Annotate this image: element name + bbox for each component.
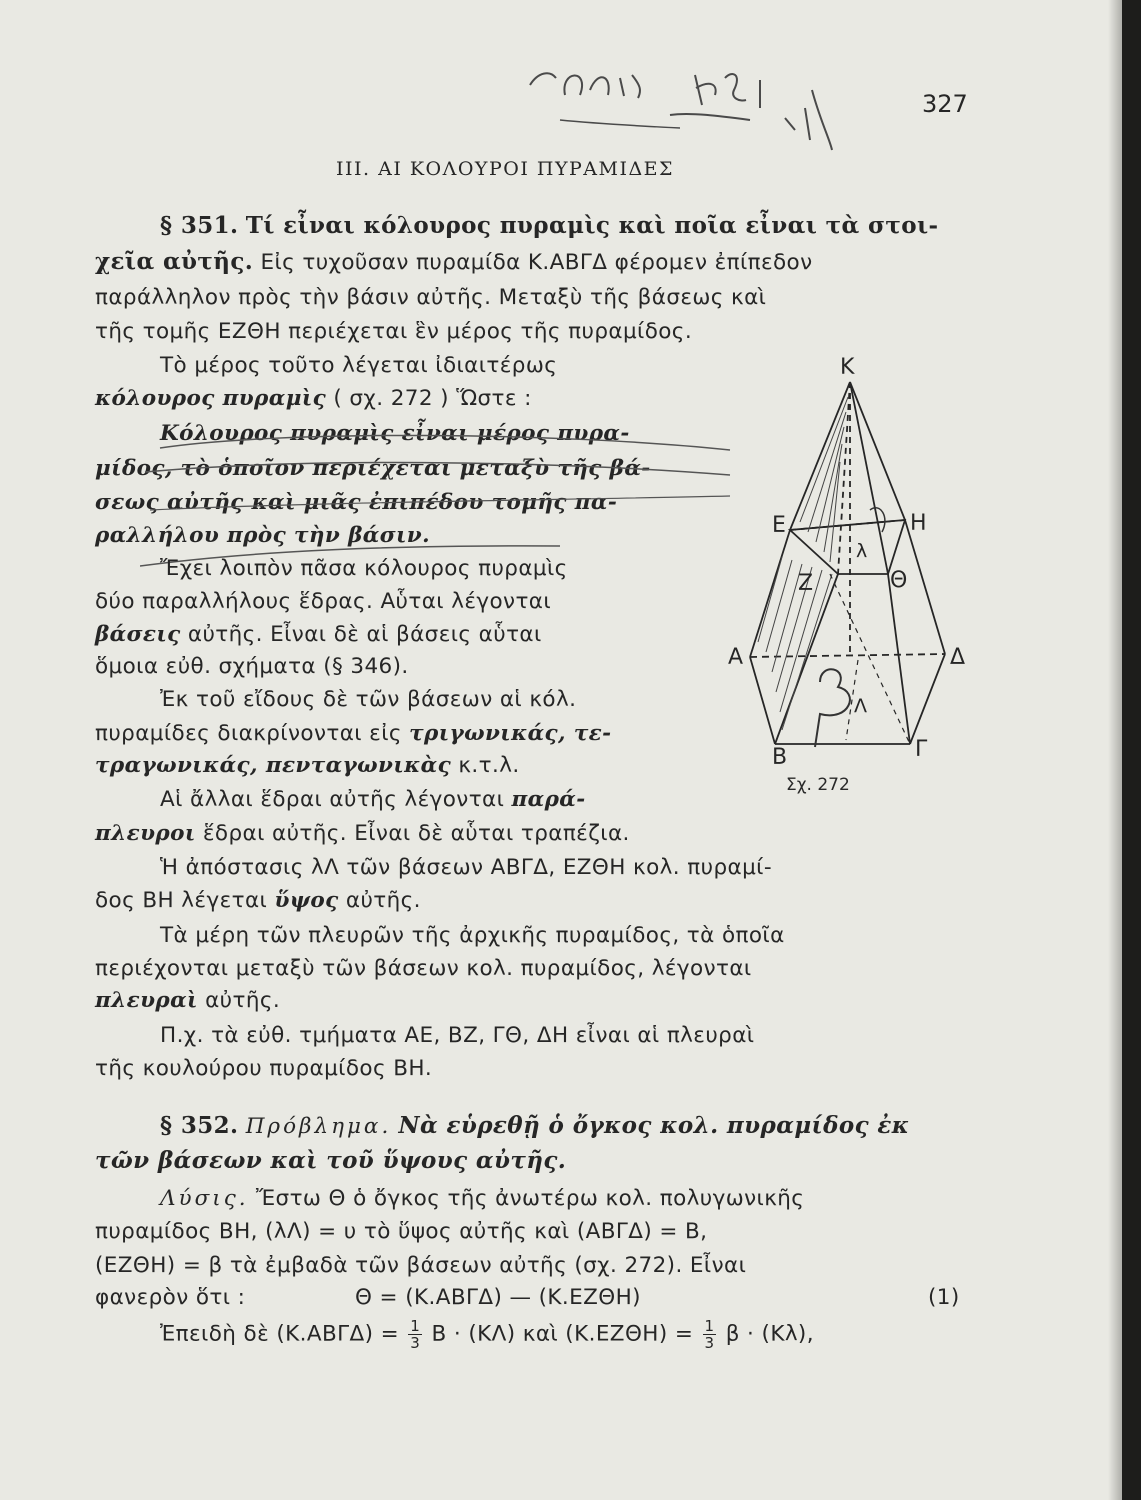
s352-solution-5 [160, 1318, 814, 1351]
s352-sol1-rest: Ἔστω Θ ὁ ὄγκος τῆς ἀνωτέρω κολ. πολυγωνικῆς [255, 1186, 805, 1211]
s351-title-b: χεῖα αὐτῆς. [95, 248, 254, 275]
s352-solution-3: (ΕΖΘΗ) = β τὰ ἐμβαδὰ τῶν βάσεων αὐτῆς (σχ. 272). Εἶναι [95, 1253, 747, 1278]
s351-line-22: περιέχονται μεταξὺ τῶν βάσεων κολ. πυραμίδος, λέγονται [95, 956, 752, 981]
s351-line1-rest: Εἰς τυχοῦσαν πυραμίδα Κ.ΑΒΓΔ φέρομεν ἐπίπεδον [260, 250, 813, 275]
s351-line-16 [95, 750, 520, 782]
page-number: 327 [922, 90, 968, 118]
s351-line-3: τῆς τομῆς ΕΖΘΗ περιέχεται ἓν μέρος τῆς πυραμίδος. [95, 319, 693, 344]
s351-line-17 [160, 784, 586, 816]
s352-sol5-c: β · (Κλ), [725, 1321, 814, 1347]
s351-line-10: Ἔχει λοιπὸν πᾶσα κόλουρος πυραμὶς [160, 556, 568, 581]
label-H: Η [910, 511, 927, 536]
definition-line-2: μίδος, τὸ ὁποῖον περιέχεται μεταξὺ τῆς βά- [95, 456, 651, 481]
term-height: ὕψος [274, 888, 339, 913]
s351-l17-rest: Αἱ ἄλλαι ἕδραι αὐτῆς λέγονται [160, 787, 505, 812]
s351-l20-b: αὐτῆς. [345, 888, 421, 913]
label-Z: Ζ [798, 571, 814, 596]
s351-l23-rest: αὐτῆς. [205, 988, 281, 1013]
s351-line-13: ὅμοια εὐθ. σχήματα (§ 346). [95, 654, 409, 679]
definition-line-3: σεως αὐτῆς καὶ μιᾶς ἐπιπέδου τομῆς πα- [95, 490, 618, 515]
s351-title-a: Τί εἶναι κόλουρος πυραμὶς καὶ ποῖα εἶναι τὰ στοι- [245, 212, 939, 239]
s351-line-19: Ἡ ἀπόστασις λΛ τῶν βάσεων ΑΒΓΔ, ΕΖΘΗ κολ. πυραμί- [160, 855, 772, 880]
s351-l12-rest: αὐτῆς. Εἶναι δὲ αἱ βάσεις αὗται [187, 622, 542, 647]
s351-l16-rest: κ.τ.λ. [458, 753, 520, 778]
s352-solution-4a: φανερὸν ὅτι : [95, 1285, 246, 1310]
s351-line-1 [95, 246, 813, 279]
s352-title-b: τῶν βάσεων καὶ τοῦ ὕψους αὐτῆς. [95, 1147, 567, 1174]
term-bases: βάσεις [95, 622, 181, 647]
truncated-pyramid-figure [720, 352, 1000, 807]
label-lambda: λ [856, 540, 868, 562]
label-D: Δ [950, 645, 966, 670]
term-truncated-pyramid: κόλουρος πυραμὶς [95, 386, 327, 411]
s351-line-14: Ἐκ τοῦ εἴδους δὲ τῶν βάσεων αἱ κόλ. [160, 687, 577, 712]
s352-solution-2: πυραμίδος ΒΗ, (λΛ) = υ τὸ ὕψος αὐτῆς καὶ (ΑΒΓΔ) = Β, [95, 1219, 708, 1244]
s351-line-24: Π.χ. τὰ εὐθ. τμήματα ΑΕ, ΒΖ, ΓΘ, ΔΗ εἶναι αἱ πλευραὶ [160, 1023, 755, 1048]
s351-l15-rest: πυραμίδες διακρίνονται εἰς [95, 721, 402, 746]
definition-line-1: Κόλουρος πυραμὶς εἶναι μέρος πυρα- [160, 421, 630, 446]
s351-line-2: παράλληλον πρὸς τὴν βάσιν αὐτῆς. Μεταξὺ τῆς βάσεως καὶ [95, 285, 767, 310]
s351-line-18 [95, 818, 630, 850]
fraction-one-third-b: $\frac{1}{3}$ [704, 1317, 715, 1352]
equation-number-1: (1) [928, 1285, 960, 1310]
term-triangular: τριγωνικάς, τε- [409, 721, 612, 746]
s351-line-11: δύο παραλλήλους ἕδρας. Αὗται λέγονται [95, 589, 552, 614]
term-lateral: παρά- [511, 787, 586, 812]
label-B: Β [772, 745, 788, 770]
problem-label: Πρόβλημα. [245, 1114, 392, 1139]
term-tetragonal: τραγωνικάς, πενταγωνικὰς [95, 753, 452, 778]
label-G: Γ [915, 737, 928, 762]
s351-line-20 [95, 885, 421, 917]
term-lateral-b: πλευροι [95, 821, 196, 846]
para-number-351: § 351. [160, 212, 239, 239]
s352-title-line-2 [95, 1145, 566, 1178]
s351-line-23 [95, 985, 280, 1017]
s351-line5-rest: ( σχ. 272 ) Ὥστε : [333, 386, 532, 411]
fraction-one-third-a: $\frac{1}{3}$ [410, 1317, 421, 1352]
s352-solution-1 [160, 1183, 804, 1215]
term-edges: πλευραὶ [95, 988, 198, 1013]
label-A: Α [728, 645, 744, 670]
s352-sol5-a: Ἐπειδὴ δὲ (Κ.ΑΒΓΔ) = [160, 1321, 400, 1347]
s351-line-4: Τὸ μέρος τοῦτο λέγεται ἰδιαιτέρως [160, 353, 558, 378]
handwritten-annotation [520, 50, 850, 155]
s351-title-line [160, 210, 939, 243]
label-Theta: Θ [890, 568, 908, 593]
equation-1: Θ = (Κ.ΑΒΓΔ) — (Κ.ΕΖΘΗ) [355, 1285, 641, 1310]
para-number-352: § 352. [160, 1112, 239, 1139]
s351-l20-a: δος ΒΗ λέγεται [95, 888, 268, 913]
s352-title-a: Νὰ εὑρεθῇ ὁ ὄγκος κολ. πυραμίδος ἐκ [398, 1112, 910, 1139]
label-K: Κ [840, 355, 855, 380]
s351-line-21: Τὰ μέρη τῶν πλευρῶν τῆς ἀρχικῆς πυραμίδος, τὰ ὁποῖα [160, 923, 785, 948]
solution-label: Λύσις. [160, 1186, 249, 1211]
s352-title-line [160, 1110, 909, 1143]
label-Lambda: Λ [854, 695, 867, 717]
s351-line-15 [95, 718, 611, 750]
section-heading: III. ΑΙ ΚΟΛΟΥΡΟΙ ΠΥΡΑΜΙΔΕΣ [336, 158, 674, 180]
figure-caption: Σχ. 272 [786, 775, 850, 795]
definition-line-4: ραλλήλου πρὸς τὴν βάσιν. [95, 523, 430, 548]
s351-line-5 [95, 383, 532, 415]
s351-line-12 [95, 619, 542, 651]
s351-line-25: τῆς κουλούρου πυραμίδος ΒΗ. [95, 1056, 433, 1081]
label-E: Ε [772, 513, 786, 538]
s351-l18-rest: ἕδραι αὐτῆς. Εἶναι δὲ αὗται τραπέζια. [202, 821, 630, 846]
s352-sol5-b: Β · (ΚΛ) καὶ (Κ.ΕΖΘΗ) = [431, 1321, 694, 1347]
